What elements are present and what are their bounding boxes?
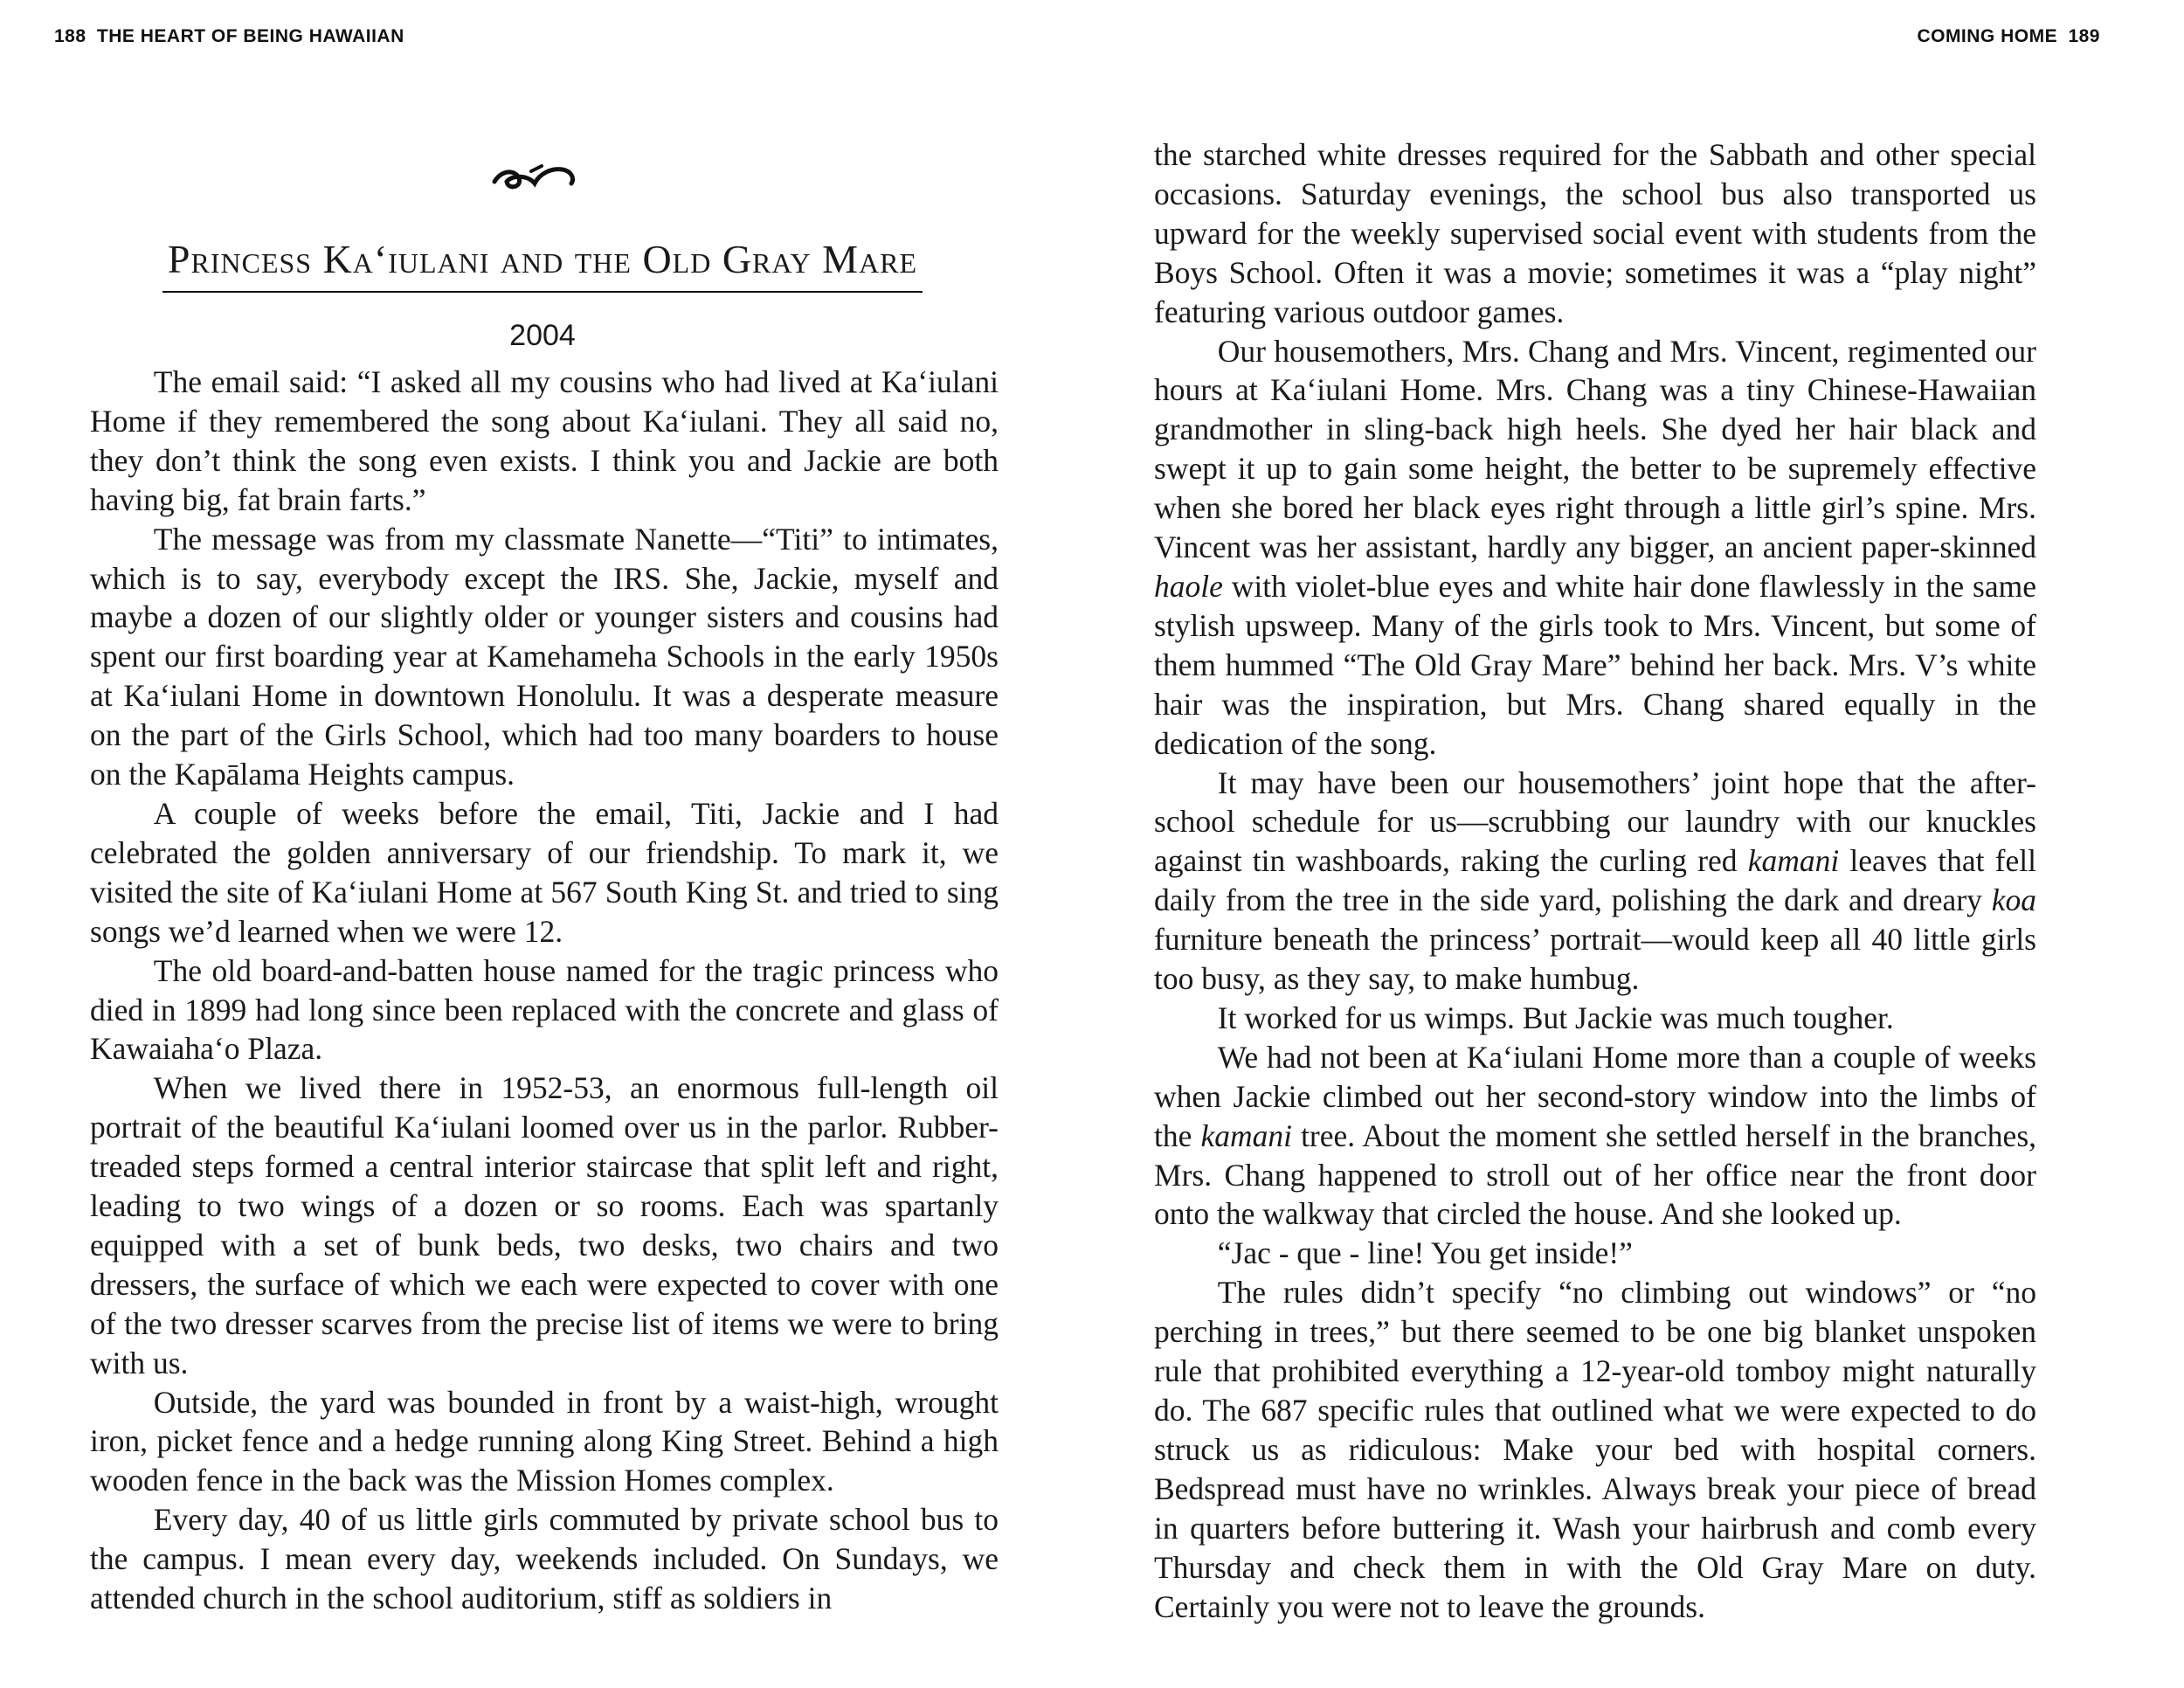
text-run: We had not been at Ka‘iulani Home more than a couple of weeks when Jackie climbed out her second-story window into the limbs of the [1154, 1039, 2036, 1153]
italic-term: koa [1991, 882, 2036, 918]
left-page-number: 188 [54, 26, 86, 46]
text-run: furniture beneath the princess’ portrait—would keep all 40 little girls too busy, as they say, to make humbug. [1154, 922, 2036, 997]
text-run: with violet-blue eyes and white hair done flawlessly in the same stylish upsweep. Many of the girls took to Mrs. Vincent, but some of them hummed “The Old Gray Mare” behind her back. Mrs. V’s white hair was the inspiration, but Mrs. Chang shared equally in the dedication of the song. [1154, 568, 2036, 761]
text-run: leaves that fell daily from the tree in the side yard, polishing the dark and dreary [1154, 843, 2036, 918]
paragraph [1154, 1038, 2036, 1235]
paragraph: It worked for us wimps. But Jackie was much tougher. [1217, 1000, 1894, 1035]
right-running-head [1917, 26, 2105, 47]
left-running-head [49, 26, 404, 47]
italic-term: kamani [1747, 843, 1840, 879]
text-run: It may have been our housemothers’ joint hope that the after-school schedule for us—scrubbing our laundry with our knuckles against tin washboards, raking the curling red [1154, 764, 2036, 879]
left-running-head-title: THE HEART OF BEING HAWAIIAN [96, 26, 404, 46]
flourish-ornament-icon [489, 149, 585, 201]
paragraph: The email said: “I asked all my cousins who had lived at Ka‘iulani Home if they remembered the song about Ka‘iulani. They all said no, they don’t think the song even exists. I think you and Jackie are both having big, fat brain farts.” [90, 364, 999, 517]
right-page [1092, 0, 2184, 1688]
paragraph: When we lived there in 1952-53, an enormous full-length oil portrait of the beautiful Ka‘iulani loomed over us in the parlor. Rubber-treaded steps formed a central interior staircase that split left and right, leading to two wings of a dozen or so rooms. Each was spartanly equipped with a set of bunk beds, two desks, two chairs and two dressers, the surface of which we each were expected to cover with one of the two dresser scarves from the precise list of items we were to bring with us. [90, 1070, 999, 1380]
text-run: Our housemothers, Mrs. Chang and Mrs. Vincent, regimented our hours at Ka‘iulani Home. Mrs. Chang was a tiny Chinese-Hawaiian grandmother in sling-back high heels. She dyed her hair black and swept it up to gain some height, the better to be supremely effective when she bored her black eyes right through a little girl’s spine. Mrs. Vincent was her assistant, hardly any bigger, an ancient paper-skinned [1154, 333, 2036, 565]
paragraph: “Jac - que - line! You get inside!” [1217, 1235, 1633, 1271]
left-body-text [90, 363, 999, 1618]
text-run: tree. About the moment she settled herself in the branches, Mrs. Chang happened to stroll out of her office near the front door onto the walkway that circled the house. And she looked up. [1154, 1117, 2037, 1232]
paragraph [1154, 332, 2036, 764]
paragraph: The rules didn’t specify “no climbing out windows” or “no perching in trees,” but there seemed to be one big blanket unspoken rule that prohibited everything a 12-year-old tomboy might naturally do. The 687 specific rules that outlined what we were expected to do struck us as ridiculous: Make your bed with hospital corners. Bedspread must have no wrinkles. Always break your piece of bread in quarters before buttering it. Wash your hairbrush and comb every Thursday and check them in with the Old Gray Mare on duty. Certainly you were not to leave the grounds. [1154, 1275, 2036, 1624]
paragraph-continued: the starched white dresses required for the Sabbath and other special occasions. Saturday evenings, the school bus also transported us upward for the weekly supervised social event with students from the Boys School. Often it was a movie; sometimes it was a “play night” featuring various outdoor games. [1154, 137, 2036, 329]
right-body-text [1154, 135, 2036, 1626]
right-running-head-title: COMING HOME [1917, 26, 2058, 46]
paragraph: Outside, the yard was bounded in front by a waist-high, wrought iron, picket fence and a hedge running along King Street. Behind a high wooden fence in the back was the Mission Homes complex. [90, 1384, 999, 1498]
paragraph [1154, 764, 2036, 999]
paragraph: Every day, 40 of us little girls commuted by private school bus to the campus. I mean every day, weekends included. On Sundays, we attended church in the school auditorium, stiff as soldiers in [90, 1502, 999, 1616]
paragraph: A couple of weeks before the email, Titi, Jackie and I had celebrated the golden anniversary of our friendship. To mark it, we visited the site of Ka‘iulani Home at 567 South King St. and tried to sing songs we’d learned when we were 12. [90, 795, 999, 949]
italic-term: kamani [1200, 1117, 1292, 1153]
right-page-number: 189 [2068, 26, 2100, 46]
chapter-year: 2004 [509, 319, 576, 352]
chapter-title: Princess Ka‘iulani and the Old Gray Mare [162, 236, 923, 293]
paragraph: The message was from my classmate Nanette—“Titi” to intimates, which is to say, everybody except the IRS. She, Jackie, myself and maybe a dozen of our slightly older or younger sisters and cousins had spent our first boarding year at Kamehameha Schools in the early 1950s at Ka‘iulani Home in downtown Honolulu. It was a desperate measure on the part of the Girls School, which had too many boarders to house on the Kapālama Heights campus. [90, 521, 999, 792]
italic-term: haole [1154, 568, 1223, 604]
paragraph: The old board-and-batten house named for the tragic princess who died in 1899 had long since been replaced with the concrete and glass of Kawaiaha‘o Plaza. [90, 952, 999, 1067]
